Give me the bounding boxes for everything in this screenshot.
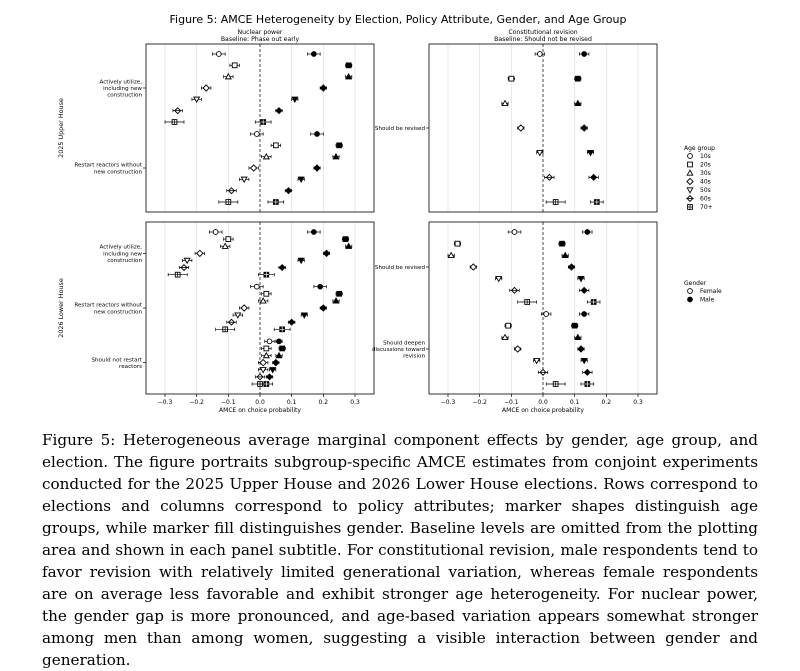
legend-marker-70plus — [688, 205, 693, 210]
point-female-70plus — [553, 382, 558, 387]
legend-marker-male — [688, 297, 693, 302]
point-male-60s — [590, 174, 598, 180]
point-female-40s — [241, 305, 247, 311]
point-female-20s — [455, 241, 460, 246]
level-group — [375, 230, 600, 305]
legend-label: 30s — [700, 170, 711, 177]
legend-marker-50s — [687, 188, 693, 193]
point-male-10s — [311, 52, 316, 57]
panels — [74, 29, 657, 414]
x-tick-label: −0.2 — [189, 399, 204, 406]
gender-legend — [684, 280, 722, 304]
point-female-40s — [260, 360, 266, 366]
x-tick-label: −0.3 — [157, 399, 173, 406]
point-female-10s — [254, 284, 259, 289]
legend-label: 60s — [700, 195, 711, 203]
legend-marker-60s — [686, 196, 694, 202]
level-label: Restart reactors without new construction — [74, 302, 142, 316]
row-label: 2025 Upper House — [57, 98, 65, 158]
point-male-10s — [582, 312, 587, 317]
x-axis-label: AMCE on choice probability — [502, 407, 584, 414]
point-female-10s — [537, 52, 542, 57]
point-female-40s — [251, 165, 257, 171]
row-labels — [57, 98, 65, 338]
point-female-60s — [256, 374, 264, 380]
legend-label: 10s — [700, 153, 711, 160]
point-female-70plus — [175, 272, 180, 277]
point-male-60s — [266, 374, 274, 380]
legend-label: 50s — [700, 187, 711, 194]
point-male-70plus — [585, 382, 590, 387]
level-label: Restart reactors without new construction — [74, 162, 142, 176]
legend-label: 20s — [700, 161, 711, 169]
point-male-40s — [323, 250, 329, 256]
level-group — [91, 339, 285, 386]
point-male-10s — [277, 339, 282, 344]
age-legend-title: Age group — [684, 145, 715, 152]
point-female-10s — [512, 230, 517, 235]
level-label: Should be revised — [374, 265, 425, 271]
point-female-60s — [228, 188, 236, 194]
panel-3 — [74, 222, 374, 414]
point-male-70plus — [264, 272, 269, 277]
point-female-20s — [264, 291, 269, 296]
legend-label: 40s — [700, 178, 711, 186]
point-female-20s — [273, 143, 278, 148]
point-male-70plus — [273, 200, 278, 205]
point-male-40s — [568, 264, 574, 270]
legend-marker-40s — [687, 178, 693, 184]
point-female-70plus — [226, 200, 231, 205]
point-female-60s — [228, 319, 236, 325]
legend-label: 70+ — [700, 204, 713, 211]
point-female-40s — [515, 346, 521, 352]
row-label: 2026 Lower House — [57, 278, 65, 338]
point-female-10s — [216, 52, 221, 57]
x-tick-label: −0.1 — [504, 399, 519, 406]
legend-marker-20s — [688, 162, 693, 167]
point-male-40s — [578, 346, 584, 352]
x-tick-label: 0.2 — [601, 399, 612, 406]
point-female-10s — [254, 132, 259, 137]
level-label: Actively utilize, including new construction — [99, 244, 142, 264]
level-group — [74, 284, 342, 331]
level-group — [99, 230, 351, 277]
x-tick-label: 0.3 — [633, 399, 643, 406]
legend-label: Female — [700, 288, 722, 295]
panel-4 — [372, 222, 657, 414]
point-female-20s — [232, 63, 237, 68]
level-label: Should not restart reactors — [91, 357, 142, 370]
x-tick-label: 0.1 — [569, 399, 580, 406]
panel-1 — [74, 29, 374, 212]
panel-2 — [375, 29, 657, 212]
point-male-60s — [288, 319, 296, 325]
point-female-70plus — [553, 200, 558, 205]
point-male-40s — [273, 360, 279, 366]
point-male-40s — [581, 125, 587, 131]
level-label: Actively utilize, including new construction — [99, 79, 142, 99]
point-female-40s — [197, 250, 203, 256]
point-female-10s — [267, 339, 272, 344]
panel-subtitle: Baseline: Should not be revised — [494, 36, 592, 43]
point-female-60s — [511, 287, 519, 293]
point-male-70plus — [264, 382, 269, 387]
point-male-10s — [315, 132, 320, 137]
point-male-10s — [318, 284, 323, 289]
point-female-70plus — [172, 120, 177, 125]
level-label: Should be revised — [374, 126, 425, 132]
legend-marker-female — [688, 289, 693, 294]
point-male-40s — [314, 165, 320, 171]
gender-legend-title: Gender — [684, 280, 707, 287]
point-male-10s — [585, 230, 590, 235]
point-male-70plus — [594, 200, 599, 205]
point-female-20s — [506, 323, 511, 328]
point-female-60s — [546, 174, 554, 180]
point-male-70plus — [280, 327, 285, 332]
point-female-70plus — [223, 327, 228, 332]
point-male-60s — [584, 369, 592, 375]
point-female-40s — [518, 125, 524, 131]
x-tick-label: −0.3 — [440, 399, 456, 406]
point-male-20s — [337, 143, 342, 148]
level-label: Should deepen discussions toward revision — [371, 340, 425, 360]
point-male-20s — [280, 346, 285, 351]
point-male-20s — [575, 76, 580, 81]
point-male-60s — [285, 188, 293, 194]
level-group — [372, 312, 594, 387]
point-female-20s — [264, 346, 269, 351]
point-male-10s — [311, 230, 316, 235]
point-male-40s — [320, 85, 326, 91]
legends — [684, 145, 722, 304]
x-tick-label: −0.1 — [221, 399, 236, 406]
x-axis-label: AMCE on choice probability — [219, 407, 301, 414]
point-female-20s — [509, 76, 514, 81]
point-male-70plus — [591, 300, 596, 305]
panel-subtitle: Baseline: Phase out early — [220, 36, 300, 43]
panel-title: Constitutional revision — [508, 29, 578, 36]
point-female-20s — [226, 237, 231, 242]
point-female-60s — [174, 108, 182, 114]
level-group — [375, 52, 603, 205]
point-female-40s — [470, 264, 476, 270]
point-male-40s — [320, 305, 326, 311]
point-female-70plus — [525, 300, 530, 305]
point-female-60s — [180, 265, 188, 271]
level-group — [99, 52, 351, 125]
point-female-60s — [539, 369, 547, 375]
x-tick-label: −0.2 — [472, 399, 487, 406]
point-male-60s — [278, 265, 286, 271]
legend-label: Male — [700, 296, 715, 304]
point-female-40s — [203, 85, 209, 91]
point-male-10s — [582, 52, 587, 57]
point-male-20s — [346, 63, 351, 68]
x-tick-label: 0.1 — [286, 399, 297, 406]
point-male-20s — [572, 323, 577, 328]
point-male-20s — [343, 237, 348, 242]
point-male-70plus — [261, 120, 266, 125]
figure-title: Figure 5: AMCE Heterogeneity by Election, Policy Attribute, Gender, and Age Group — [169, 13, 627, 26]
legend-marker-10s — [688, 154, 693, 159]
legend-marker-30s — [687, 170, 693, 175]
x-tick-label: 0.3 — [350, 399, 360, 406]
point-male-20s — [560, 241, 565, 246]
panel-title: Nuclear power — [237, 29, 283, 36]
point-male-20s — [337, 291, 342, 296]
point-female-10s — [213, 230, 218, 235]
point-male-60s — [580, 287, 588, 293]
x-tick-label: 0.0 — [538, 399, 548, 406]
point-male-60s — [275, 108, 283, 114]
age-legend — [684, 145, 715, 211]
figure-caption: Figure 5: Heterogeneous average marginal component effects by gender, age group, and election. The figure portraits subgroup-specific AMCE estimates from conjoint experiments conducted for the 2025 Upper House and 2026 Lower House elections. Rows correspond to elections and columns correspond to policy attributes; marker shapes distinguish age groups, while marker fill distinguishes gender. Baseline levels are omitted from the plotting area and shown in each panel subtitle. For constitutional revision, male respondents tend to favor revision with relatively limited generational variation, whereas female respondents are on average less favorable and exhibit stronger age heterogeneity. For nuclear power, the gender gap is more pronounced, and age-based variation appears somewhat stronger among men than among women, suggesting a visible interaction between gender and generation. — [42, 431, 758, 669]
x-tick-label: 0.0 — [255, 399, 265, 406]
point-female-10s — [544, 312, 549, 317]
x-tick-label: 0.2 — [318, 399, 329, 406]
level-group — [74, 132, 342, 205]
